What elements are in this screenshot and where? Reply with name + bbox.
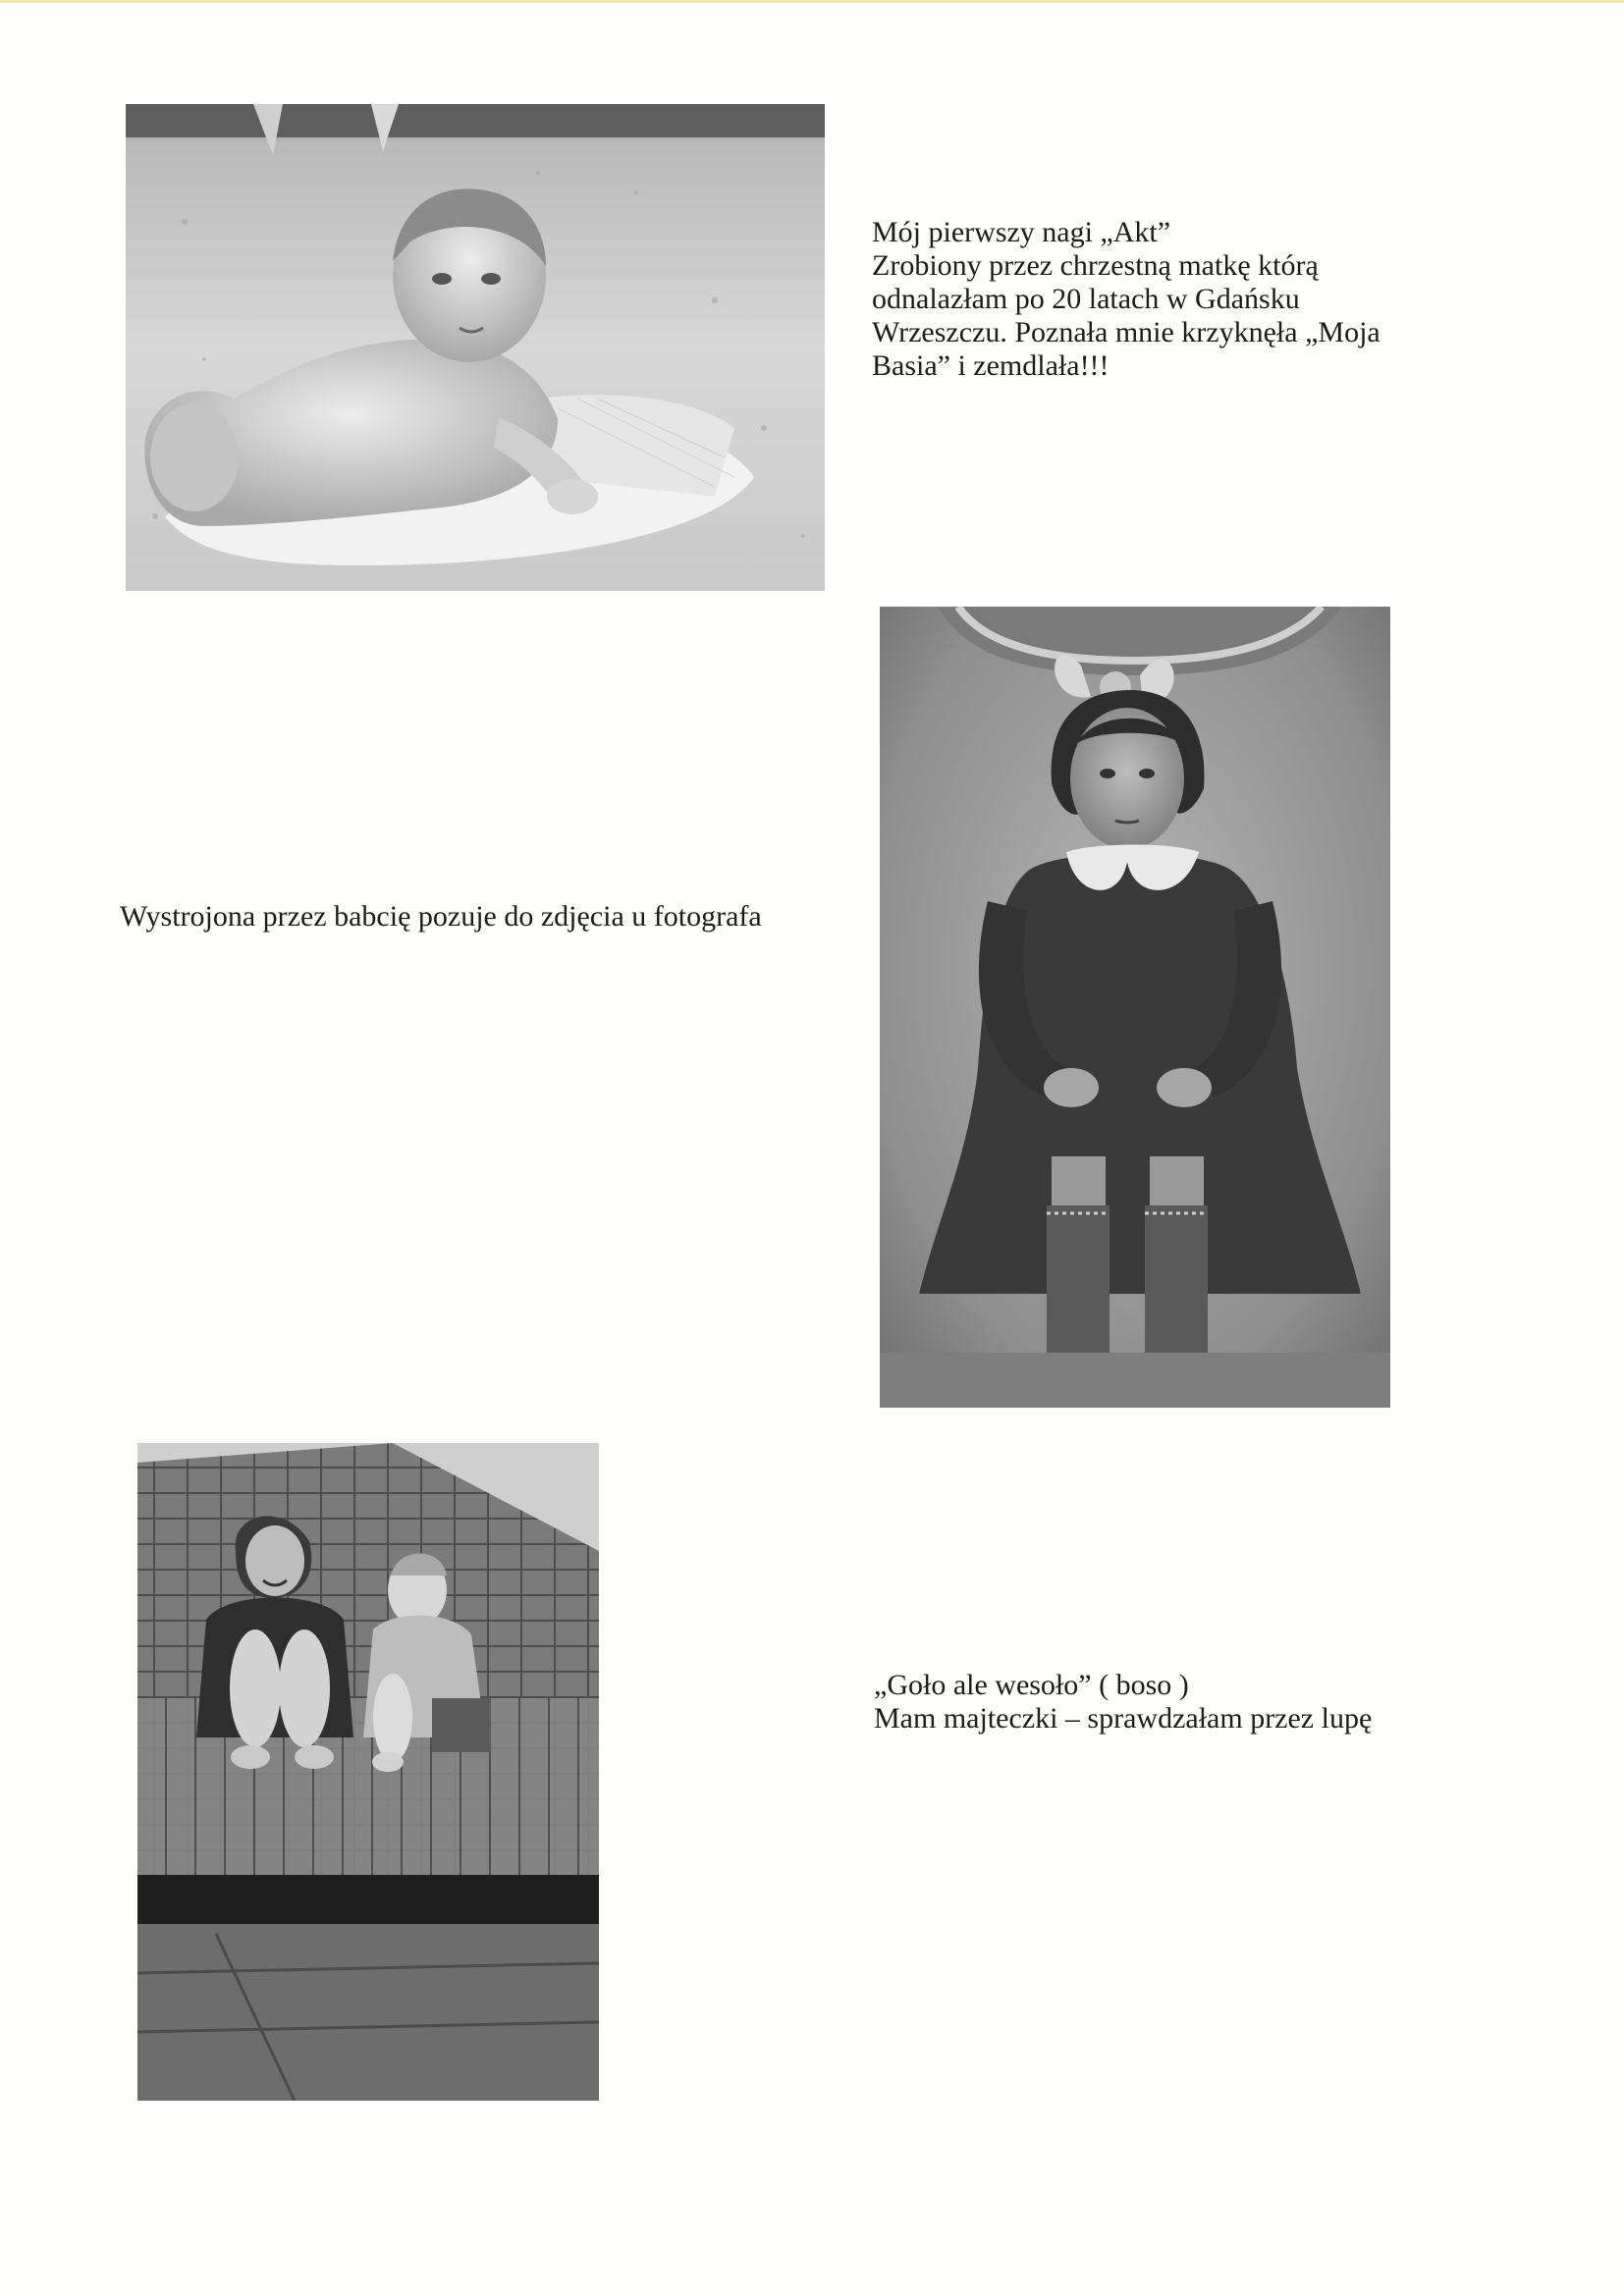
caption-roof-photo	[874, 1669, 1372, 1735]
caption-line: Mój pierwszy nagi „Akt”	[872, 216, 1171, 248]
caption-line: Zrobiony przez chrzestną matkę którą	[872, 249, 1319, 282]
caption-line: Wrzeszczu. Poznała mnie krzyknęła „Moja	[872, 316, 1380, 348]
page-edge	[0, 0, 1624, 3]
caption-line: Mam majteczki – sprawdzałam przez lupę	[874, 1702, 1373, 1735]
caption-line: „Goło ale wesoło” ( boso )	[874, 1669, 1189, 1701]
caption-line: Wystrojona przez babcię pozuje do zdjęcia u fotografa	[120, 900, 762, 933]
photo-baby-on-blanket	[126, 104, 825, 591]
caption-baby-photo	[872, 216, 1380, 383]
caption-line: Basia” i zemdlała!!!	[872, 349, 1110, 382]
caption-line: odnalazłam po 20 latach w Gdańsku	[872, 283, 1300, 315]
photo-children-on-roof	[137, 1443, 599, 2101]
caption-portrait-photo	[120, 900, 762, 934]
photo-girl-portrait	[880, 607, 1390, 1408]
